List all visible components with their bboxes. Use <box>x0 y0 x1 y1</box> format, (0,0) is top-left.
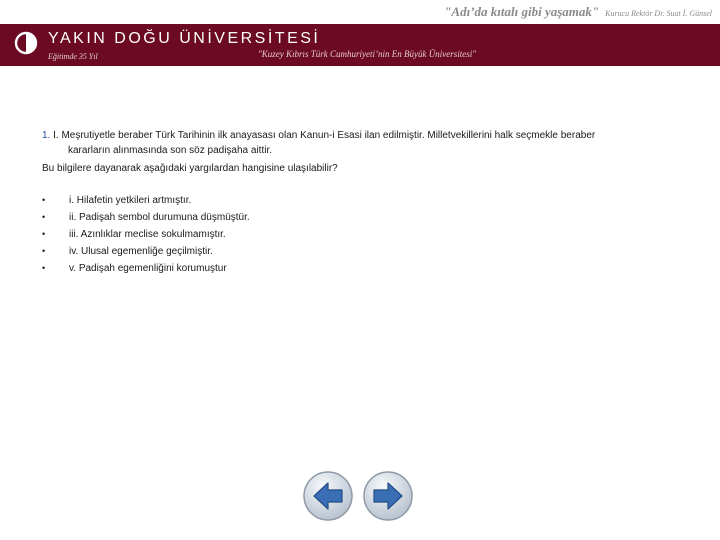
question-text: I. Meşrutiyetle beraber Türk Tarihinin ilk anayasası olan Kanun-i Esasi ilan edilmiştir. Milletvekillerini halk seçmekle beraber <box>53 130 596 141</box>
option-item <box>42 243 692 260</box>
motto <box>444 3 712 21</box>
question-prompt: Bu bilgilere dayanarak aşağıdaki yargılardan hangisine ulaşılabilir? <box>42 163 338 174</box>
university-logo-icon <box>14 31 38 55</box>
previous-button[interactable] <box>302 470 354 522</box>
motto-quote: "Adı’da kıtalı gibi yaşamak" <box>444 4 600 19</box>
option-item <box>42 209 692 226</box>
header-banner <box>0 24 720 66</box>
question-continuation: kararların alınmasında son söz padişaha aittir. <box>68 145 272 156</box>
options-list <box>42 192 692 277</box>
bullet-icon: • <box>42 263 46 273</box>
option-item <box>42 226 692 243</box>
arrow-right-icon <box>362 470 414 522</box>
university-subtitle: Eğitimde 35 Yıl <box>48 52 98 61</box>
question-block <box>42 128 692 277</box>
option-text: i. Hilafetin yetkileri artmıştır. <box>69 195 192 206</box>
arrow-left-icon <box>302 470 354 522</box>
option-text: ii. Padişah sembol durumuna düşmüştür. <box>69 212 250 223</box>
question-line <box>42 128 692 143</box>
top-strip <box>0 0 720 24</box>
option-item <box>42 192 692 209</box>
question-number: 1. <box>42 130 51 141</box>
option-text: iii. Azınlıklar meclise sokulmamıştır. <box>69 229 226 240</box>
university-name: YAKIN DOĞU ÜNİVERSİTESİ <box>48 30 321 47</box>
bullet-icon: • <box>42 212 46 222</box>
motto-author: Kurucu Rektör Dr. Suat İ. Günsel <box>605 9 712 18</box>
bullet-icon: • <box>42 195 46 205</box>
option-item <box>42 260 692 277</box>
slogan: "Kuzey Kıbrıs Türk Cumhuriyeti’nin En Büyük Üniversitesi" <box>258 49 477 59</box>
next-button[interactable] <box>362 470 414 522</box>
option-text: v. Padişah egemenliğini korumuştur <box>69 263 227 274</box>
bullet-icon: • <box>42 229 46 239</box>
bullet-icon: • <box>42 246 46 256</box>
option-text: iv. Ulusal egemenliğe geçilmiştir. <box>69 246 213 257</box>
